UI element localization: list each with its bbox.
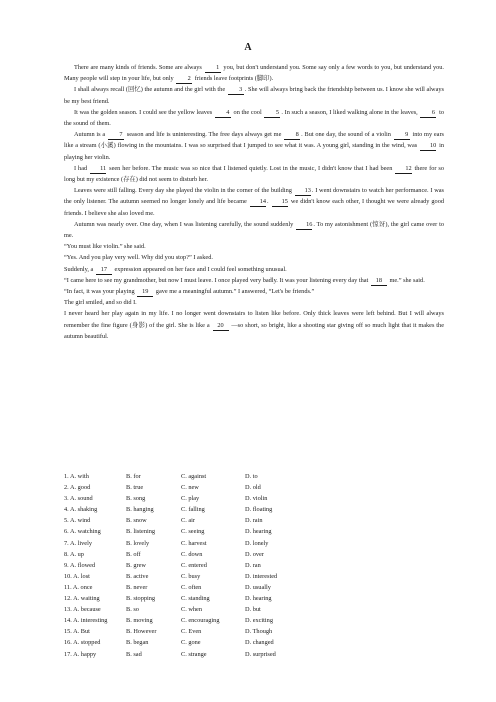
- option-choice: D. hearing: [245, 595, 272, 603]
- option-choice: B. hanging: [126, 506, 154, 514]
- question-option-a: 16. A. stopped: [64, 639, 101, 647]
- passage-text: .: [267, 198, 271, 206]
- option-row: [64, 471, 444, 482]
- question-option-a: 3. A. sound: [64, 495, 93, 503]
- blank-number: 10: [420, 142, 436, 151]
- option-choice: C. play: [181, 495, 200, 503]
- option-row: [64, 482, 444, 493]
- passage-text: I never heard her play again in my life. I no longer went downstairs to listen like before. Only thick leaves were left behind. But I will always remember the fine figure (身影) of the girl. She is like a: [64, 310, 444, 329]
- blank-number: 14: [250, 198, 266, 207]
- passage-text: The girl smiled, and so did I.: [64, 299, 137, 307]
- passage-text: Autumn is a: [74, 131, 107, 139]
- blank-number: 6: [420, 109, 436, 118]
- question-option-a: 10. A. lost: [64, 572, 90, 580]
- question-option-a: 1. A. with: [64, 473, 89, 480]
- cloze-passage: [64, 62, 444, 342]
- question-option-a: 17. A. happy: [64, 650, 97, 658]
- option-choice: B. so: [126, 606, 139, 614]
- blank-number: 5: [264, 109, 280, 118]
- passage-paragraph: [64, 163, 444, 185]
- blank-number: 19: [137, 288, 153, 297]
- option-choice: C. air: [181, 517, 195, 525]
- passage-text: on the cool: [231, 108, 264, 116]
- passage-text: into my ears like a stream (小溪) flowing in the mountains. I was so surprised that I jumped to see what it was. A young girl, standing in the wind, was: [64, 131, 445, 150]
- passage-text: me.” she said.: [387, 276, 425, 284]
- passage-text: Autumn was nearly over. One day, when I was listening carefully, the sound suddenly: [74, 220, 296, 228]
- passage-text: you, but don't understand you. Some say only a few words to you, but understand you. Many people will step in your life, but only: [64, 64, 444, 83]
- option-choice: D. but: [245, 606, 261, 614]
- option-choice: C. strange: [181, 650, 207, 658]
- option-choice: B. snow: [126, 517, 147, 525]
- passage-title: A: [244, 42, 252, 53]
- question-option-a: 15. A. But: [64, 628, 90, 636]
- option-choice: B. song: [126, 495, 146, 503]
- option-choice: B. stopping: [126, 595, 156, 603]
- option-choice: B. active: [126, 572, 149, 580]
- option-choice: B. moving: [126, 617, 153, 625]
- option-choice: C. often: [181, 583, 202, 591]
- blank-number: 15: [272, 198, 288, 207]
- passage-paragraph: [64, 129, 444, 163]
- option-choice: C. Even: [181, 628, 202, 636]
- option-choice: B. sad: [126, 650, 142, 658]
- option-choice: D. lonely: [245, 539, 269, 547]
- option-choice: B. began: [126, 639, 149, 647]
- passage-text: “I came here to see my grandmother, but now I must leave. I once played very badly. It was your listening every day that: [64, 276, 370, 284]
- passage-text: I shall always recall (回忆) the autumn and the girl with the: [74, 86, 227, 94]
- question-option-a: 14. A. interesting: [64, 617, 108, 625]
- passage-text: Leaves were still falling. Every day she played the violin in the corner of the building: [74, 187, 294, 195]
- passage-text: in playing her violin.: [64, 142, 444, 161]
- option-row: [64, 526, 444, 537]
- passage-text: “Yes. And you play very well. Why did you stop?” I asked.: [64, 254, 213, 262]
- option-choice: D. interested: [245, 572, 278, 580]
- option-row: [64, 615, 444, 626]
- passage-text: . But one day, the sound of a violin: [301, 131, 393, 139]
- option-choice: B. listening: [126, 528, 156, 536]
- passage-text: “You must like violin.” she said.: [64, 243, 146, 251]
- question-option-a: 12. A. waiting: [64, 595, 100, 603]
- passage-text: —so short, so bright, like a shooting star giving off so much light that it makes the autumn beautiful.: [64, 321, 444, 340]
- option-row: [64, 626, 444, 637]
- option-choice: B. grew: [126, 561, 146, 569]
- passage-text: expression appeared on her face and I could feel something unusual.: [112, 265, 287, 273]
- blank-number: 13: [295, 187, 311, 196]
- blank-number: 9: [394, 131, 410, 140]
- option-choice: C. busy: [181, 572, 201, 580]
- passage-text: . To my astonishment (惊讶), the girl came over to me.: [64, 220, 444, 240]
- option-row: [64, 504, 444, 515]
- option-row: [64, 649, 444, 660]
- passage-text: . In such a season, I liked walking alone in the leaves,: [281, 108, 420, 116]
- passage-paragraph: [64, 264, 444, 275]
- option-choice: C. seeing: [181, 528, 205, 536]
- question-option-a: 8. A. up: [64, 550, 84, 558]
- option-choice: C. new: [181, 484, 199, 492]
- option-choice: C. when: [181, 606, 202, 614]
- option-choice: C. entered: [181, 561, 207, 569]
- question-option-a: 7. A. lively: [64, 539, 92, 547]
- passage-text: . She will always bring back the friendship between us. I know she will always be my best friend.: [64, 86, 444, 105]
- option-choice: B. true: [126, 484, 144, 492]
- blank-number: 1: [205, 64, 221, 73]
- passage-paragraph: [64, 185, 444, 219]
- blank-number: 17: [96, 266, 112, 275]
- passage-text: . I went downstairs to watch her performance. I was the only listener. The autumn seemed no longer lonely and life became: [64, 187, 444, 206]
- question-option-a: 4. A. shaking: [64, 506, 98, 514]
- option-choice: B. for: [126, 473, 141, 480]
- passage-paragraph: [64, 84, 444, 106]
- blank-number: 12: [395, 165, 411, 174]
- option-choice: D. changed: [245, 639, 274, 647]
- blank-number: 20: [213, 322, 229, 331]
- question-option-a: 5. A. wind: [64, 517, 91, 525]
- option-choice: D. old: [245, 484, 261, 492]
- question-option-a: 13. A. because: [64, 606, 101, 614]
- question-option-a: 6. A. watching: [64, 528, 101, 536]
- passage-paragraph: [64, 62, 444, 84]
- option-row: [64, 571, 444, 582]
- passage-text: to the sound of them.: [64, 108, 445, 128]
- option-choice: D. floating: [245, 506, 273, 514]
- blank-number: 4: [215, 109, 231, 118]
- passage-paragraph: [64, 219, 444, 241]
- option-choice: B. lovely: [126, 539, 150, 547]
- option-choice: C. falling: [181, 506, 205, 514]
- option-choice: C. standing: [181, 595, 210, 603]
- passage-text: we didn't know each other, I thought we were already good friends. I believe she also loved me.: [64, 198, 444, 217]
- option-row: [64, 515, 444, 526]
- option-choice: B. However: [126, 628, 157, 636]
- passage-text: gave me a meaningful autumn.” I answered, “Let's be friends.”: [154, 288, 315, 296]
- blank-number: 18: [371, 277, 387, 286]
- passage-paragraph: [64, 297, 444, 308]
- passage-text: seen her before. The music was so nice that I listened quietly. Lost in the music, I didn't know that I had been: [107, 164, 395, 172]
- option-choice: B. off: [126, 550, 141, 558]
- option-choice: D. to: [245, 473, 258, 480]
- option-row: [64, 637, 444, 648]
- question-option-a: 2. A. good: [64, 484, 91, 492]
- question-option-a: 9. A. flowed: [64, 561, 96, 569]
- passage-paragraph: [64, 241, 444, 252]
- option-row: [64, 604, 444, 615]
- passage-text: friends leave footprints (脚印).: [193, 75, 274, 83]
- passage-text: I had: [74, 164, 90, 172]
- blank-number: 3: [228, 86, 244, 95]
- option-choice: B. never: [126, 583, 148, 591]
- option-choice: D. ran: [245, 561, 261, 569]
- option-row: [64, 538, 444, 549]
- option-choice: D. over: [245, 550, 264, 558]
- option-choice: C. encouraging: [181, 617, 220, 625]
- options-list: [64, 471, 444, 660]
- passage-paragraph: [64, 286, 444, 297]
- passage-paragraph: [64, 107, 444, 129]
- passage-text: “In fact, it was your playing: [64, 288, 137, 296]
- passage-text: It was the golden season. I could see the yellow leaves: [74, 108, 214, 116]
- option-row: [64, 549, 444, 560]
- option-choice: C. down: [181, 550, 203, 558]
- option-choice: D. usually: [245, 583, 271, 591]
- blank-number: 7: [108, 131, 124, 140]
- passage-text: Suddenly, a: [64, 265, 95, 273]
- option-choice: D. Though: [245, 628, 273, 636]
- option-choice: D. exciting: [245, 617, 273, 625]
- option-choice: C. against: [181, 473, 207, 480]
- passage-text: season and life is uninteresting. The free days always get me: [124, 131, 284, 139]
- option-choice: D. surprised: [245, 650, 276, 658]
- passage-paragraph: [64, 252, 444, 263]
- blank-number: 2: [176, 75, 192, 84]
- passage-paragraph: [64, 275, 444, 286]
- option-choice: C. harvest: [181, 539, 207, 547]
- option-row: [64, 560, 444, 571]
- option-choice: D. hearing: [245, 528, 272, 536]
- blank-number: 11: [90, 165, 106, 174]
- passage-text: There are many kinds of friends. Some are always: [74, 64, 204, 71]
- question-option-a: 11. A. once: [64, 583, 93, 591]
- option-row: [64, 582, 444, 593]
- passage-text: there for so long but my existence (存在) did not seem to disturb her.: [64, 164, 444, 184]
- blank-number: 8: [284, 131, 300, 140]
- option-choice: C. gone: [181, 639, 201, 647]
- option-row: [64, 493, 444, 504]
- blank-number: 16: [296, 221, 312, 230]
- option-choice: D. rain: [245, 517, 263, 525]
- option-choice: D. violin: [245, 495, 268, 503]
- passage-paragraph: [64, 308, 444, 342]
- option-row: [64, 593, 444, 604]
